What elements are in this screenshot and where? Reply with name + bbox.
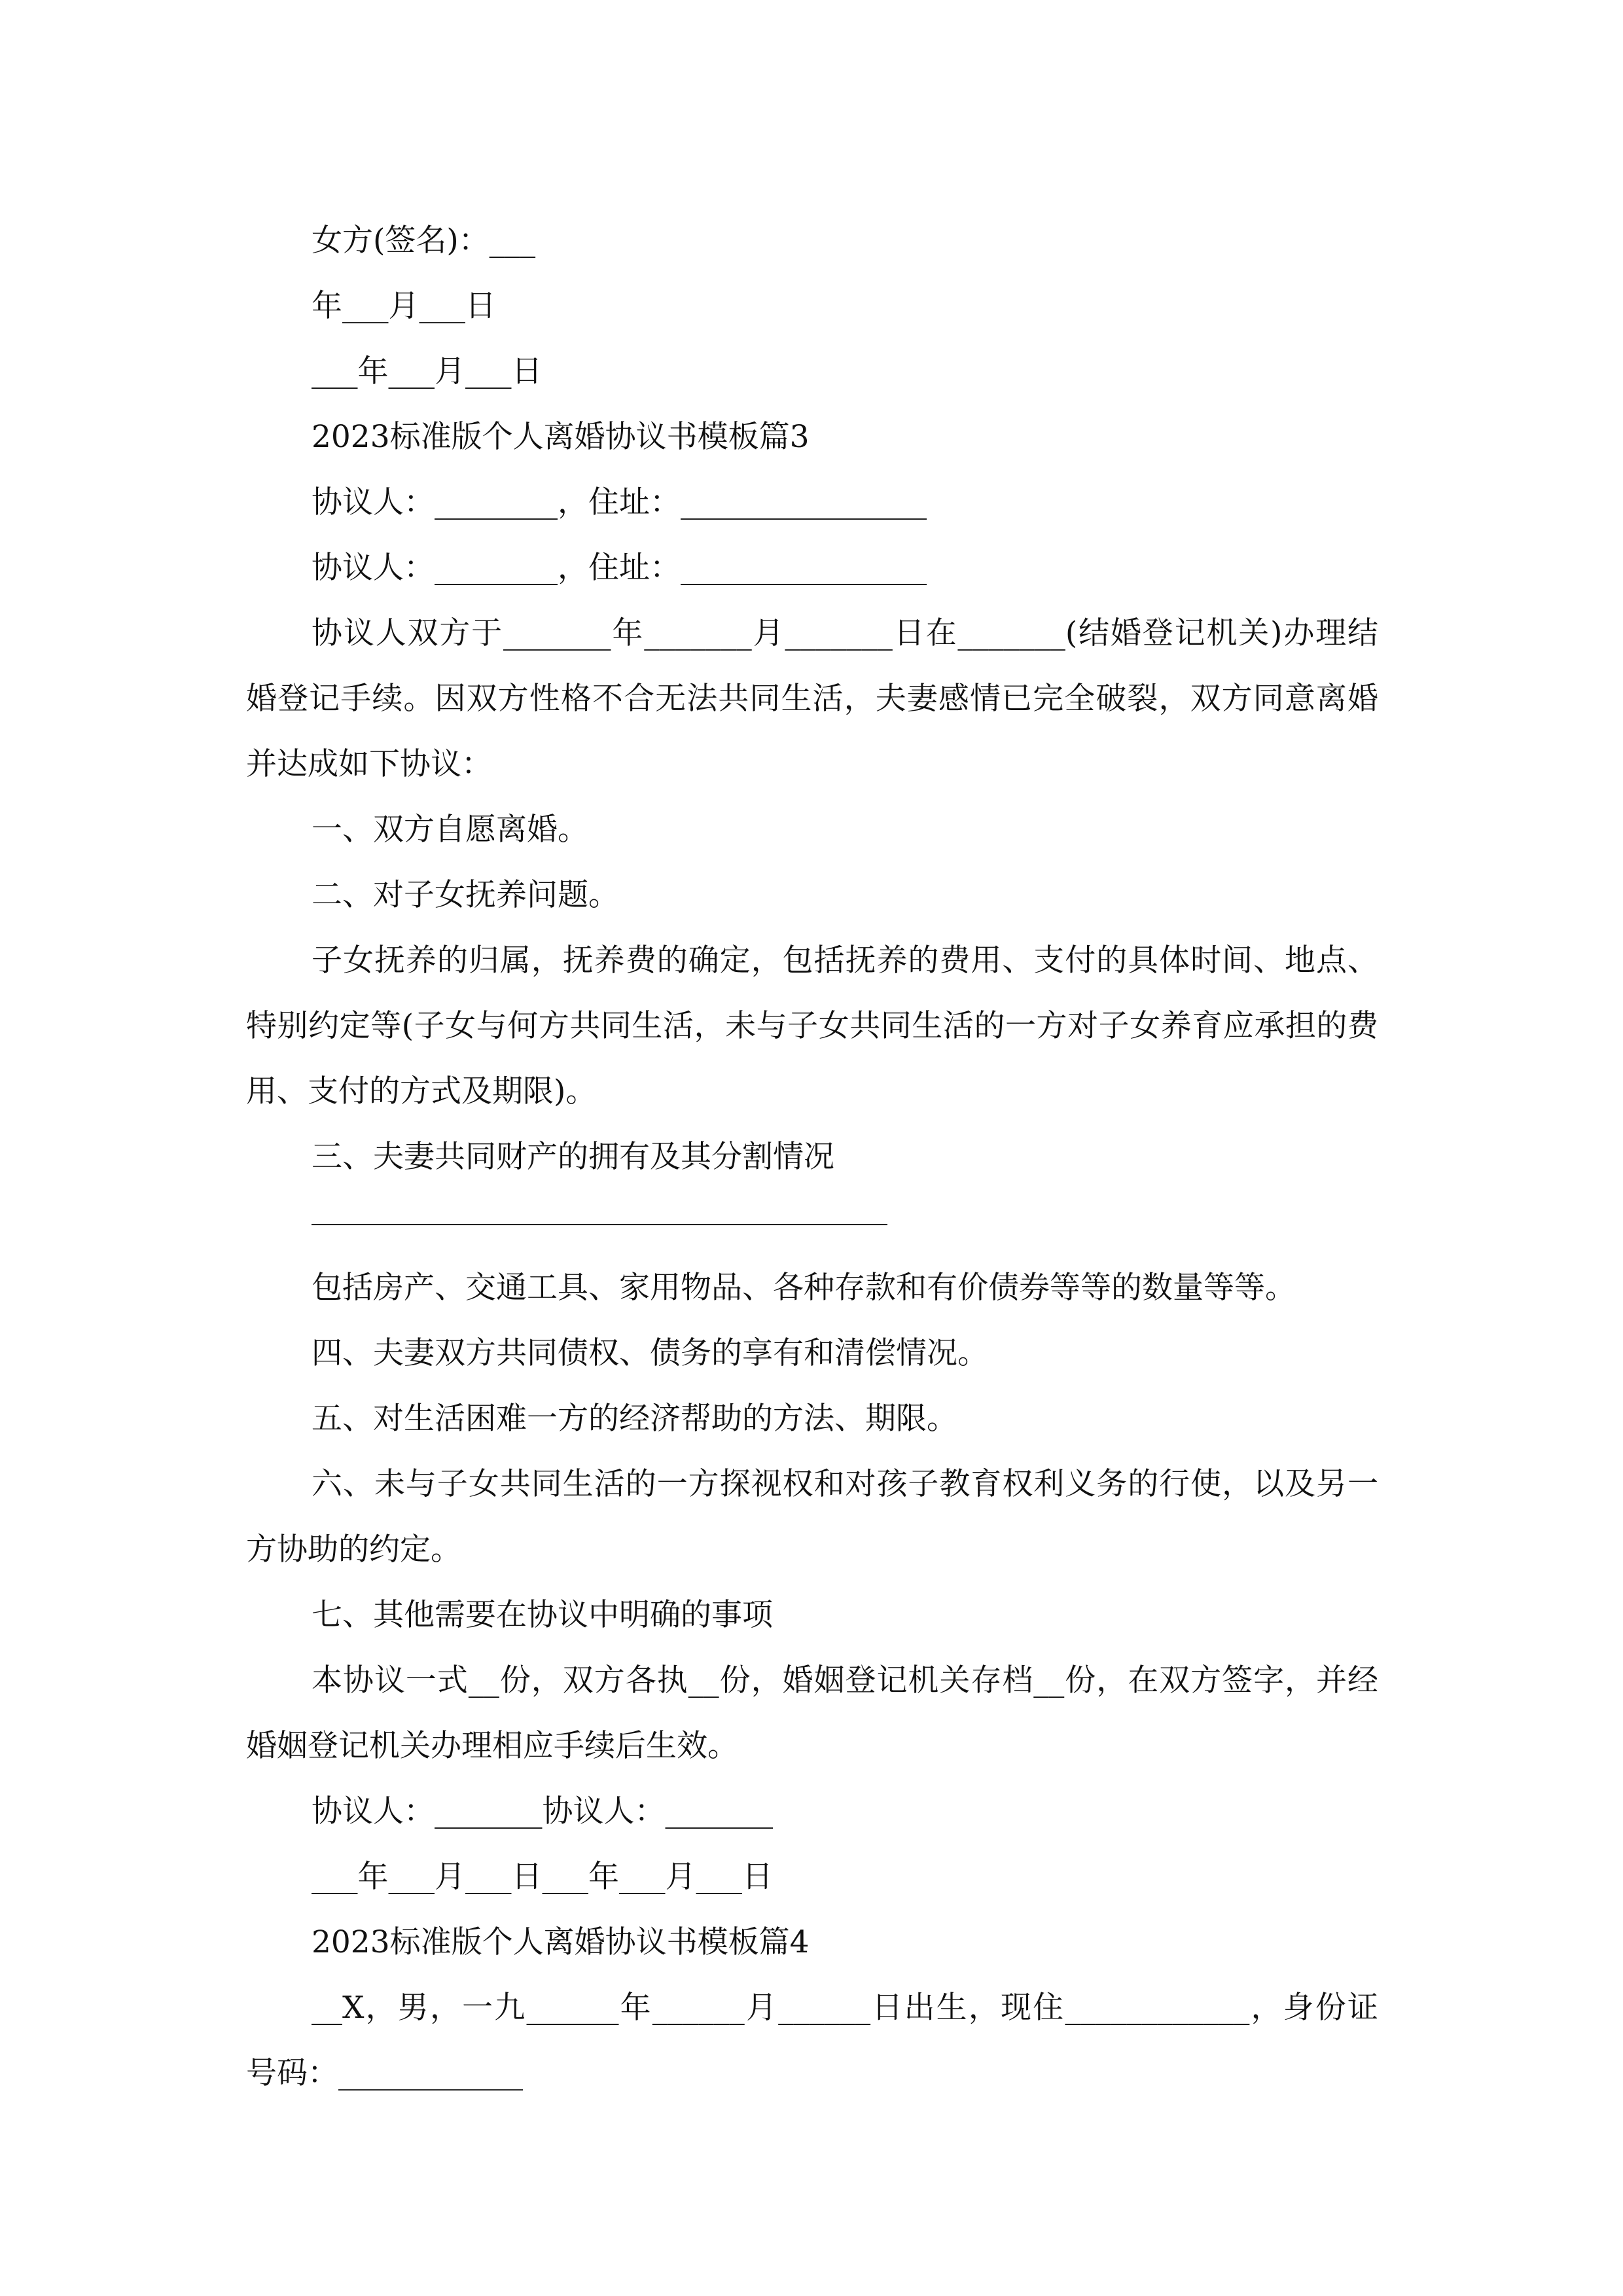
children-paragraph: 子女抚养的归属，抚养费的确定，包括抚养的费用、支付的具体时间、地点、特别约定等(子女与何方共同生活，未与子女共同生活的一方对子女养育应承担的费用、支付的方式及期限)。 [246,942,1378,1109]
clause-7: 七、其他需要在协议中明确的事项 [312,1597,773,1633]
party-line: 协议人：________，住址：________________ [312,484,927,520]
date-line: ___年___月___日 [312,353,543,389]
blank-fill-line [246,1190,1378,1255]
clause-5: 五、对生活困难一方的经济帮助的方法、期限。 [312,1401,957,1437]
female-signature-line: 女方(签名)：___ [312,223,536,259]
copies-paragraph: 本协议一式__份，双方各执__份，婚姻登记机关存档__份，在双方签字，并经婚姻登记机关办理相应手续后生效。 [246,1662,1378,1764]
underline-rule [312,1224,887,1225]
clause-2: 二、对子女抚养问题。 [312,877,619,913]
party-line: 协议人：________，住址：________________ [312,550,927,586]
clause-3: 三、夫妻共同财产的拥有及其分割情况 [312,1139,834,1175]
section-heading: 2023标准版个人离婚协议书模板篇4 [312,1924,810,1960]
signature-line: 协议人：_______协议人：_______ [312,1793,773,1829]
clause-4: 四、夫妻双方共同债权、债务的享有和清偿情况。 [312,1335,988,1371]
date-line: ___年___月___日___年___月___日 [312,1859,773,1895]
date-line: 年___月___日 [312,288,496,324]
property-paragraph: 包括房产、交通工具、家用物品、各种存款和有价债券等等的数量等等。 [312,1270,1296,1306]
party-paragraph: __X，男，一九______年______月______日出生，现住____________，身份证号码：____________ [246,1990,1378,2091]
clause-6: 六、未与子女共同生活的一方探视权和对孩子教育权利义务的行使，以及另一方协助的约定。 [246,1466,1378,1568]
section-heading: 2023标准版个人离婚协议书模板篇3 [312,419,810,455]
intro-paragraph: 协议人双方于_______年_______月_______日在_______(结婚登记机关)办理结婚登记手续。因双方性格不合无法共同生活，夫妻感情已完全破裂，双方同意离婚并达成如下协议： [246,615,1378,782]
document-body [246,208,1378,2106]
clause-1: 一、双方自愿离婚。 [312,812,588,848]
